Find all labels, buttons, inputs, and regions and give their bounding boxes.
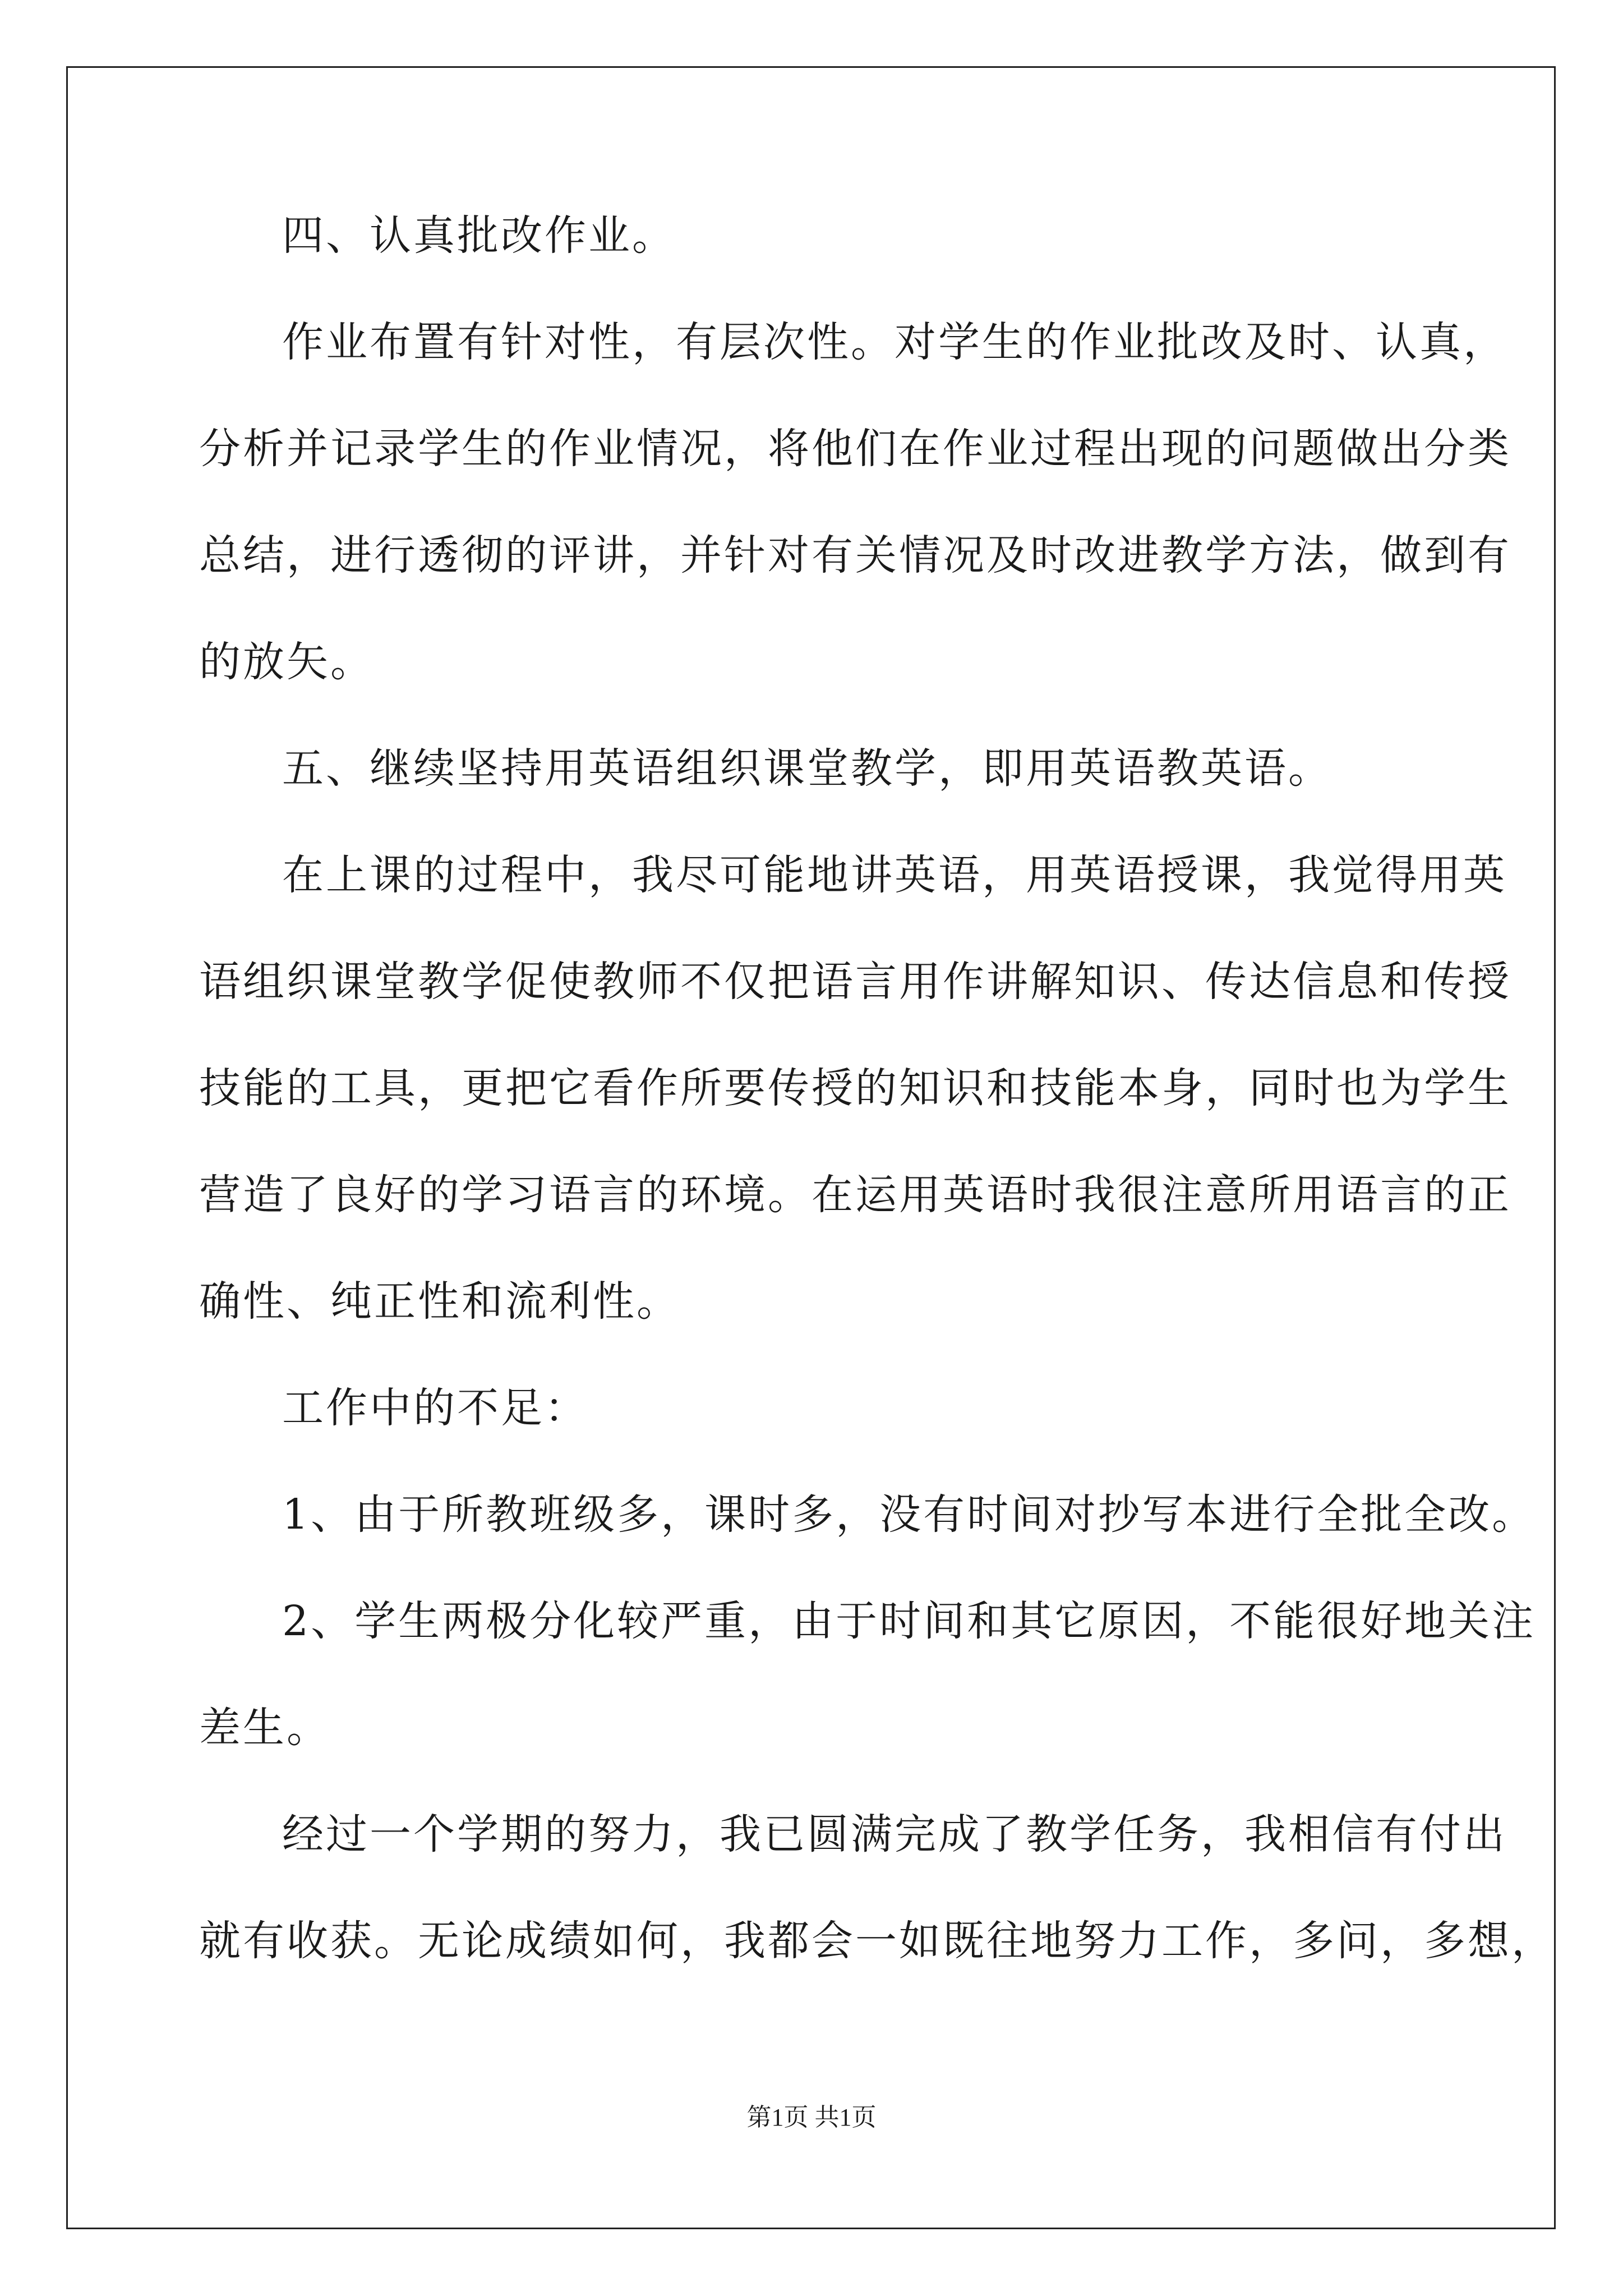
paragraph-line: 总结，进行透彻的评讲，并针对有关情况及时改进教学方法，做到有	[199, 531, 1511, 579]
paragraph-line: 差生。	[199, 1704, 330, 1752]
section-heading-five: 五、继续坚持用英语组织课堂教学，即用英语教英语。	[282, 744, 1332, 793]
paragraph-line: 在上课的过程中，我尽可能地讲英语，用英语授课，我觉得用英	[282, 851, 1507, 899]
page-border	[66, 66, 1556, 2229]
list-item-1: 1、由于所教班级多，课时多，没有时间对抄写本进行全批全改。	[282, 1490, 1536, 1539]
shortcomings-heading: 工作中的不足：	[282, 1384, 588, 1432]
list-item-2: 2、学生两极分化较严重，由于时间和其它原因，不能很好地关注	[282, 1597, 1536, 1645]
paragraph-line: 就有收获。无论成绩如何，我都会一如既往地努力工作，多问，多想，	[199, 1917, 1555, 1965]
paragraph-line: 的放矢。	[199, 638, 374, 686]
paragraph-line: 作业布置有针对性，有层次性。对学生的作业批改及时、认真，	[282, 318, 1507, 366]
paragraph-line: 分析并记录学生的作业情况，将他们在作业过程出现的问题做出分类	[199, 425, 1511, 473]
page-number-footer: 第1页 共1页	[746, 2104, 877, 2131]
paragraph-line: 确性、纯正性和流利性。	[199, 1277, 680, 1326]
paragraph-line: 营造了良好的学习语言的环境。在运用英语时我很注意所用语言的正	[199, 1171, 1511, 1219]
paragraph-line: 语组织课堂教学促使教师不仅把语言用作讲解知识、传达信息和传授	[199, 958, 1511, 1006]
paragraph-line: 经过一个学期的努力，我已圆满完成了教学任务，我相信有付出	[282, 1810, 1507, 1858]
paragraph-line: 技能的工具，更把它看作所要传授的知识和技能本身，同时也为学生	[199, 1064, 1511, 1112]
section-heading-four: 四、认真批改作业。	[282, 211, 676, 260]
